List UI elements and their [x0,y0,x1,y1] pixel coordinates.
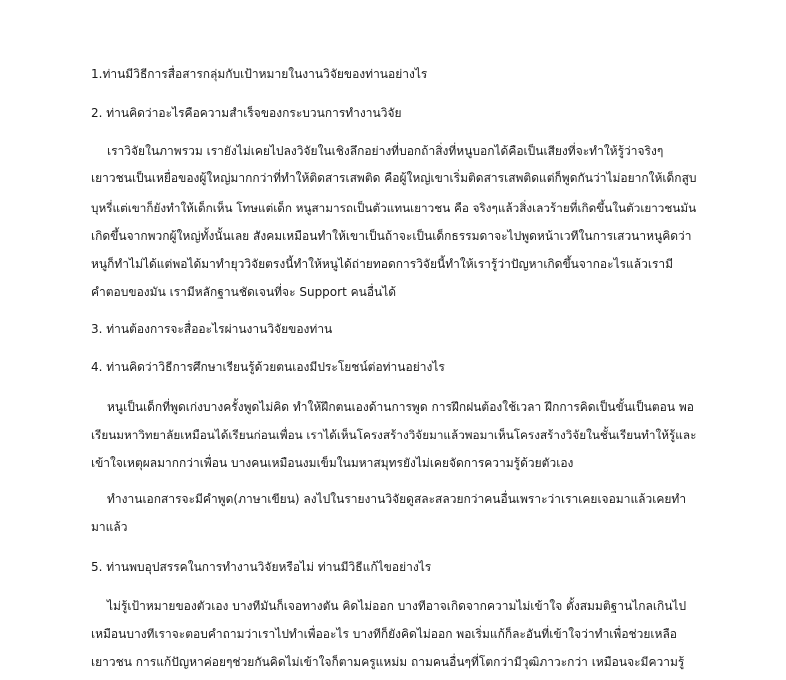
answer-2-line-5: หนูก็ทำไม่ได้แต่พอได้มาทำยุววิจัยตรงนี้ทำให้หนูได้ถ่ายทอดการวิจัยนี้ทำให้เรารู้ว่าปัญหาเกิดขึ้นจากอะไรแล้วเรามี [91,257,674,271]
answer-4b-line-2: มาแล้ว [91,520,128,534]
question-5: 5. ท่านพบอุปสรรคในการทำงานวิจัยหรือไม่ ท่านมีวิธีแก้ไขอย่างไร [91,560,432,574]
answer-2-line-2: เยาวชนเป็นเหยื่อของผู้ใหญ่มากกว่าที่ทำให้ติดสารเสพติด คือผู้ใหญ่เขาเริ่มติดสารเสพติดแต่ก็พูดกันว่าไม่อยากให้เด็กสูบ [91,171,697,185]
answer-2-line-6: คำตอบของมัน เรามีหลักฐานชัดเจนที่จะ Support คนอื่นได้ [91,285,397,299]
question-2: 2. ท่านคิดว่าอะไรคือความสำเร็จของกระบวนการทำงานวิจัย [91,106,402,120]
answer-2-line-4: เกิดขึ้นจากพวกผู้ใหญ่ทั้งนั้นเลย สังคมเหมือนทำให้เขาเป็นถ้าจะเป็นเด็กธรรมดาจะไปพูดหน้าเวทีในการเสวนาหนูคิดว่า [91,229,692,243]
answer-4a-line-1: หนูเป็นเด็กที่พูดเก่งบางครั้งพูดไม่คิด ทำให้ฝึกตนเองด้านการพูด การฝึกฝนต้องใช้เวลา ฝึกการคิดเป็นขั้นเป็นตอน พอ [107,400,694,414]
answer-5-line-1: ไม่รู้เป้าหมายของตัวเอง บางทีมันก็เจอทางตัน คิดไม่ออก บางทีอาจเกิดจากความไม่เข้าใจ ตั้งสมมติฐานไกลเกินไป [107,599,687,613]
question-1: 1.ท่านมีวิธีการสื่อสารกลุ่มกับเป้าหมายในงานวิจัยของท่านอย่างไร [91,67,428,81]
answer-4b-line-1: ทำงานเอกสารจะมีคำพูด(ภาษาเขียน) ลงไปในรายงานวิจัยดูสละสลวยกว่าคนอื่นเพราะว่าเราเคยเจอมาแล้วเคยทำ [107,492,687,506]
answer-5-line-2: เหมือนบางทีเราจะตอบคำถามว่าเราไปทำเพื่ออะไร บางทีก็ยังคิดไม่ออก พอเริ่มแก้ก็ละอันที่เข้าใจว่าทำเพื่อช่วยเหลือ [91,627,678,641]
answer-4a-line-2: เรียนมหาวิทยาลัยเหมือนได้เรียนก่อนเพื่อน เราได้เห็นโครงสร้างวิจัยมาแล้วพอมาเห็นโครงสร้างวิจัยในชั้นเรียนทำให้รู้และ [91,428,697,442]
question-4: 4. ท่านคิดว่าวิธีการศึกษาเรียนรู้ด้วยตนเองมีประโยชน์ต่อท่านอย่างไร [91,360,445,374]
answer-4a-line-3: เข้าใจเหตุผลมากกว่าเพื่อน บางคนเหมือนงมเข็มในมหาสมุทรยังไม่เคยจัดการความรู้ด้วยตัวเอง [91,456,574,470]
answer-2-line-1: เราวิจัยในภาพรวม เรายังไม่เคยไปลงวิจัยในเชิงลึกอย่างที่บอกถ้าสิ่งที่หนูบอกได้คือเป็นเสียงที่จะทำให้รู้ว่าจริงๆ [107,144,664,158]
answer-2-line-3: บุหรี่แต่เขาก็ยังทำให้เด็กเห็น โทษแต่เด็ก หนูสามารถเป็นตัวแทนเยาวชน คือ จริงๆแล้วสิ่งเลวร้ายที่เกิดขึ้นในตัวเยาวชนมัน [91,201,697,215]
question-3: 3. ท่านต้องการจะสื่ออะไรผ่านงานวิจัยของท่าน [91,322,333,336]
answer-5-line-3: เยาวชน การแก้ปัญหาค่อยๆช่วยกันคิดไม่เข้าใจก็ตามครูแหม่ม ถามคนอื่นๆที่โตกว่ามีวุฒิภาวะกว่า เหมือนจะมีความรู้ [91,655,685,669]
